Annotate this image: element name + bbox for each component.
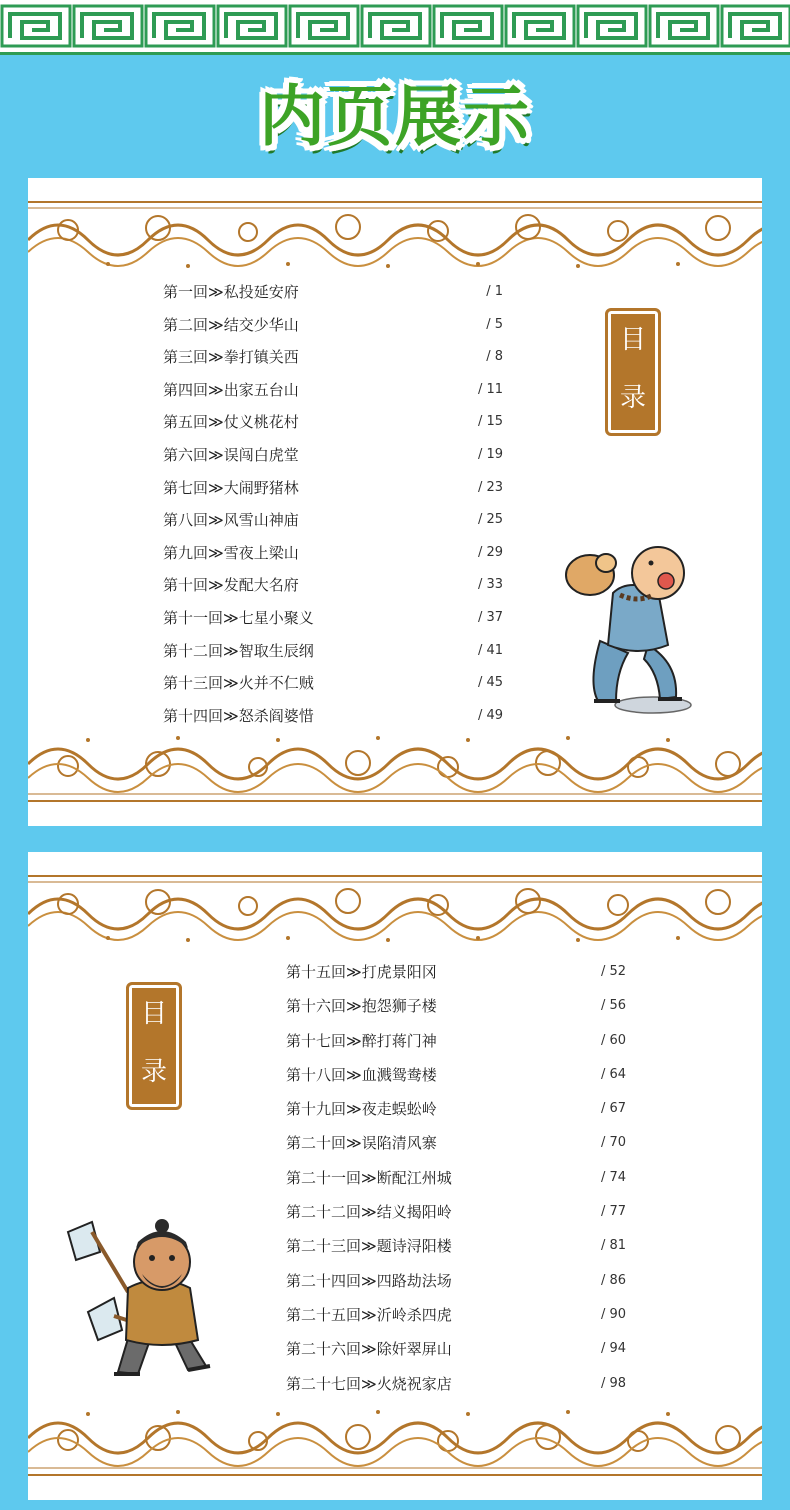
toc-entry: 第二十五回≫沂岭杀四虎 / 90 [286,1305,626,1324]
toc-entry: 第二十四回≫四路劫法场 / 86 [286,1271,626,1290]
monk-illustration [558,533,708,718]
toc-entry: 第一回≫私投延安府 / 1 [163,283,503,301]
toc-entry: 第十九回≫夜走蜈蚣岭 / 67 [286,1100,626,1119]
toc-entry: 第十五回≫打虎景阳冈 / 52 [286,963,626,981]
toc-entry: 第四回≫出家五台山 / 11 [163,380,503,399]
wave-ornament-top [28,874,762,944]
toc-entry: 第十回≫发配大名府 / 33 [163,576,503,595]
wave-ornament-top [28,200,762,270]
toc-entry: 第六回≫误闯白虎堂 / 19 [163,445,503,464]
toc-entry: 第十六回≫抱怨狮子楼 / 56 [286,997,626,1016]
banner-title [0,62,790,172]
toc-entry: 第二十七回≫火烧祝家店 / 98 [286,1374,626,1393]
toc-entry: 第十七回≫醉打蒋门神 / 60 [286,1031,626,1050]
toc-entry: 第十三回≫火并不仁贼 / 45 [163,674,503,693]
fret-pattern-border [0,0,790,55]
toc-entry: 第七回≫大闹野猪林 / 23 [163,478,503,497]
toc-entry: 第五回≫仗义桃花村 / 15 [163,413,503,432]
toc-entry: 第三回≫拳打镇关西 / 8 [163,348,503,367]
toc-entry: 第二十回≫误陷清风寨 / 70 [286,1134,626,1153]
warrior-illustration [58,1212,233,1387]
toc-page-2 [28,852,762,1500]
toc-entry: 第二十二回≫结义揭阳岭 / 77 [286,1203,626,1222]
greek-key-pattern [0,0,790,52]
contents-badge: 目 录 [605,308,661,436]
toc-entry: 第九回≫雪夜上梁山 / 29 [163,543,503,562]
contents-badge: 目 录 [126,982,182,1110]
toc-entry: 第十八回≫血溅鸳鸯楼 / 64 [286,1065,626,1084]
toc-list-2 [286,955,626,1401]
toc-entry: 第二十六回≫除奸翠屏山 / 94 [286,1340,626,1359]
wave-ornament-bottom [28,734,762,804]
toc-entry: 第十二回≫智取生辰纲 / 41 [163,641,503,660]
toc-entry: 第十四回≫怒杀阎婆惜 / 49 [163,706,503,725]
toc-entry: 第八回≫风雪山神庙 / 25 [163,511,503,530]
banner-title-text: 内页展示 [259,78,531,155]
toc-entry: 第二十三回≫题诗浔阳楼 / 81 [286,1237,626,1256]
wave-ornament-bottom [28,1408,762,1478]
toc-page-1 [28,178,762,826]
toc-list-1 [163,276,503,732]
toc-entry: 第二回≫结交少华山 / 5 [163,315,503,334]
toc-entry: 第二十一回≫断配江州城 / 74 [286,1168,626,1187]
toc-entry: 第十一回≫七星小聚义 / 37 [163,608,503,627]
